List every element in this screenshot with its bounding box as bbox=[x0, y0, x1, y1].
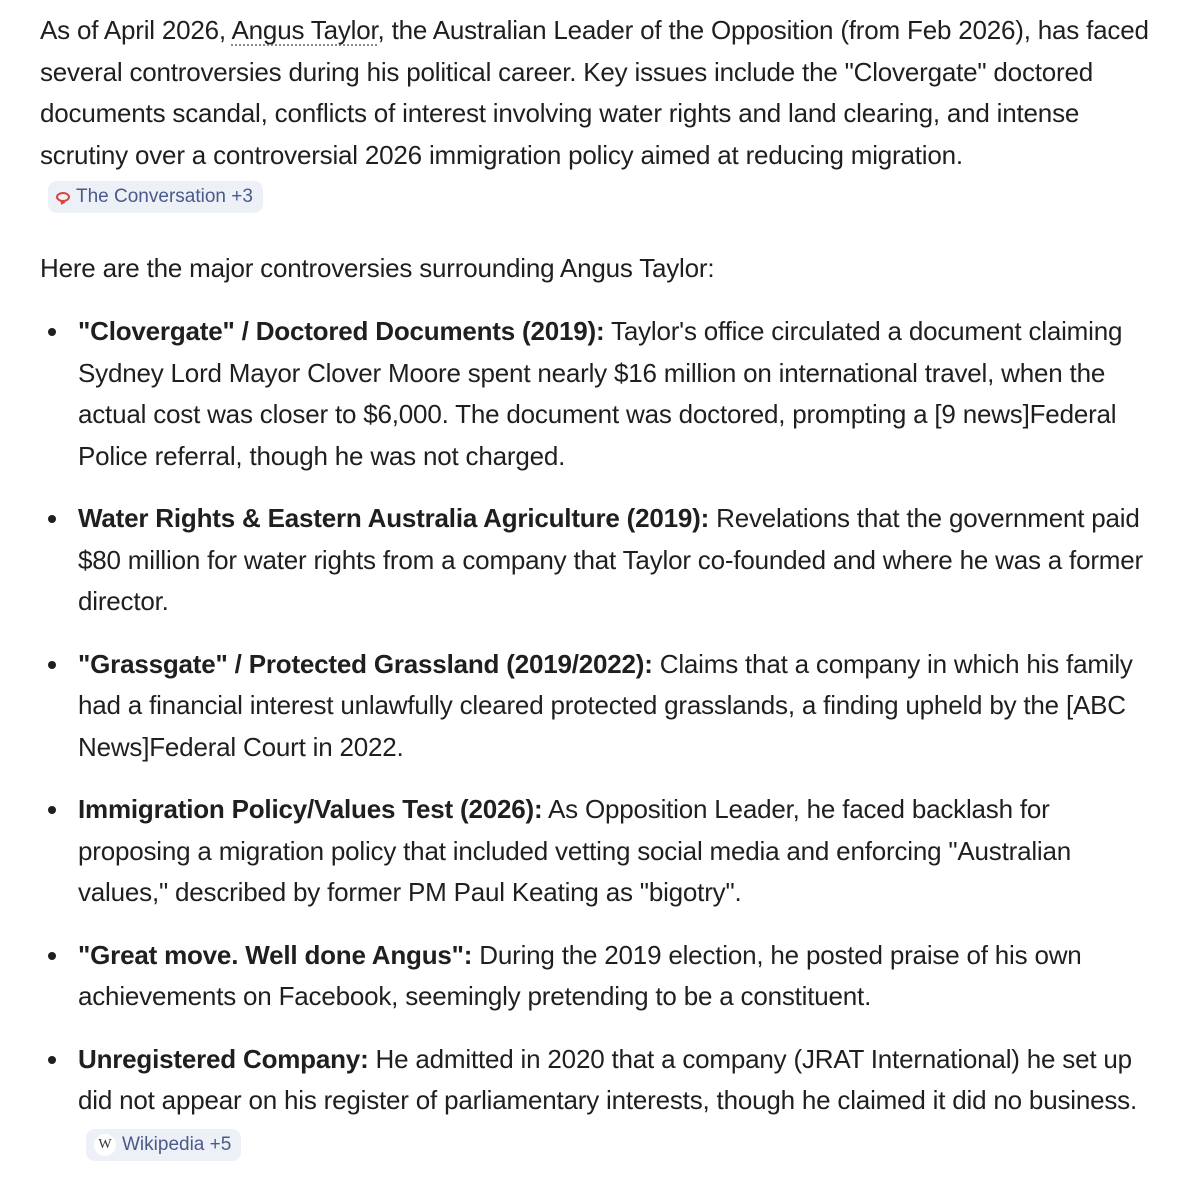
list-item bbox=[40, 311, 1150, 477]
list-item-body: Taylor's office circulated a document claiming Sydney Lord Mayor Clover Moore spent nearly $16 million on international travel, when the actual cost was closer to $6,000. The document was doctored, prompting a [9 news]Federal Police referral, though he was not charged. bbox=[78, 316, 1123, 471]
list-item bbox=[40, 498, 1150, 623]
source-chip-wikipedia[interactable] bbox=[86, 1129, 241, 1161]
source-chip-the-conversation[interactable] bbox=[48, 181, 263, 213]
conversation-icon bbox=[56, 192, 70, 202]
intro-text-after: , the Australian Leader of the Opposition (from Feb 2026), has faced several controversies during his political career. Key issues include the "Clovergate" doctored documents scandal, conflicts of interest involving water rights and land clearing, and intense scrutiny over a controversial 2026 immigration policy aimed at reducing migration. bbox=[40, 15, 1149, 170]
list-item-body: He admitted in 2020 that a company (JRAT International) he set up did not appear on his register of parliamentary interests, though he claimed it did no business. bbox=[78, 1043, 1137, 1115]
list-item-heading: Immigration Policy/Values Test (2026): bbox=[78, 794, 543, 824]
wikipedia-icon: W bbox=[94, 1134, 116, 1156]
list-item bbox=[40, 935, 1150, 1018]
list-item-body: Claims that a company in which his family had a financial interest unlawfully cleared protected grasslands, a finding upheld by the [ABC News]Federal Court in 2022. bbox=[78, 648, 1133, 762]
list-item bbox=[40, 789, 1150, 914]
source-chip-label: Wikipedia +5 bbox=[122, 1133, 232, 1155]
lead-paragraph: Here are the major controversies surrounding Angus Taylor: bbox=[40, 252, 715, 283]
intro-paragraph bbox=[40, 10, 1150, 218]
ai-response bbox=[40, 10, 1150, 1184]
list-item-heading: "Great move. Well done Angus": bbox=[78, 939, 473, 970]
list-item-heading: "Clovergate" / Doctored Documents (2019): bbox=[78, 316, 605, 346]
list-item-body: During the 2019 election, he posted praise of his own achievements on Facebook, seemingly pretending to be a constituent. bbox=[78, 939, 1082, 1011]
list-item-body: Revelations that the government paid $80 million for water rights from a company that Taylor co-founded and where he was a former director. bbox=[78, 503, 1143, 616]
controversy-list bbox=[40, 311, 1150, 1163]
list-item bbox=[40, 644, 1150, 769]
list-item-body: As Opposition Leader, he faced backlash for proposing a migration policy that included vetting social media and enforcing "Australian values," described by former PM Paul Keating as "bigotry". bbox=[78, 794, 1072, 907]
entity-link-angus-taylor[interactable]: Angus Taylor bbox=[231, 15, 378, 45]
list-item-heading: "Grassgate" / Protected Grassland (2019/2022): bbox=[78, 648, 653, 679]
list-item bbox=[40, 1039, 1150, 1164]
source-chip-label: The Conversation +3 bbox=[76, 186, 253, 207]
intro-text-before: As of April 2026, bbox=[40, 15, 232, 45]
list-item-heading: Water Rights & Eastern Australia Agriculture (2019): bbox=[78, 503, 710, 533]
list-item-heading: Unregistered Company: bbox=[78, 1043, 369, 1074]
